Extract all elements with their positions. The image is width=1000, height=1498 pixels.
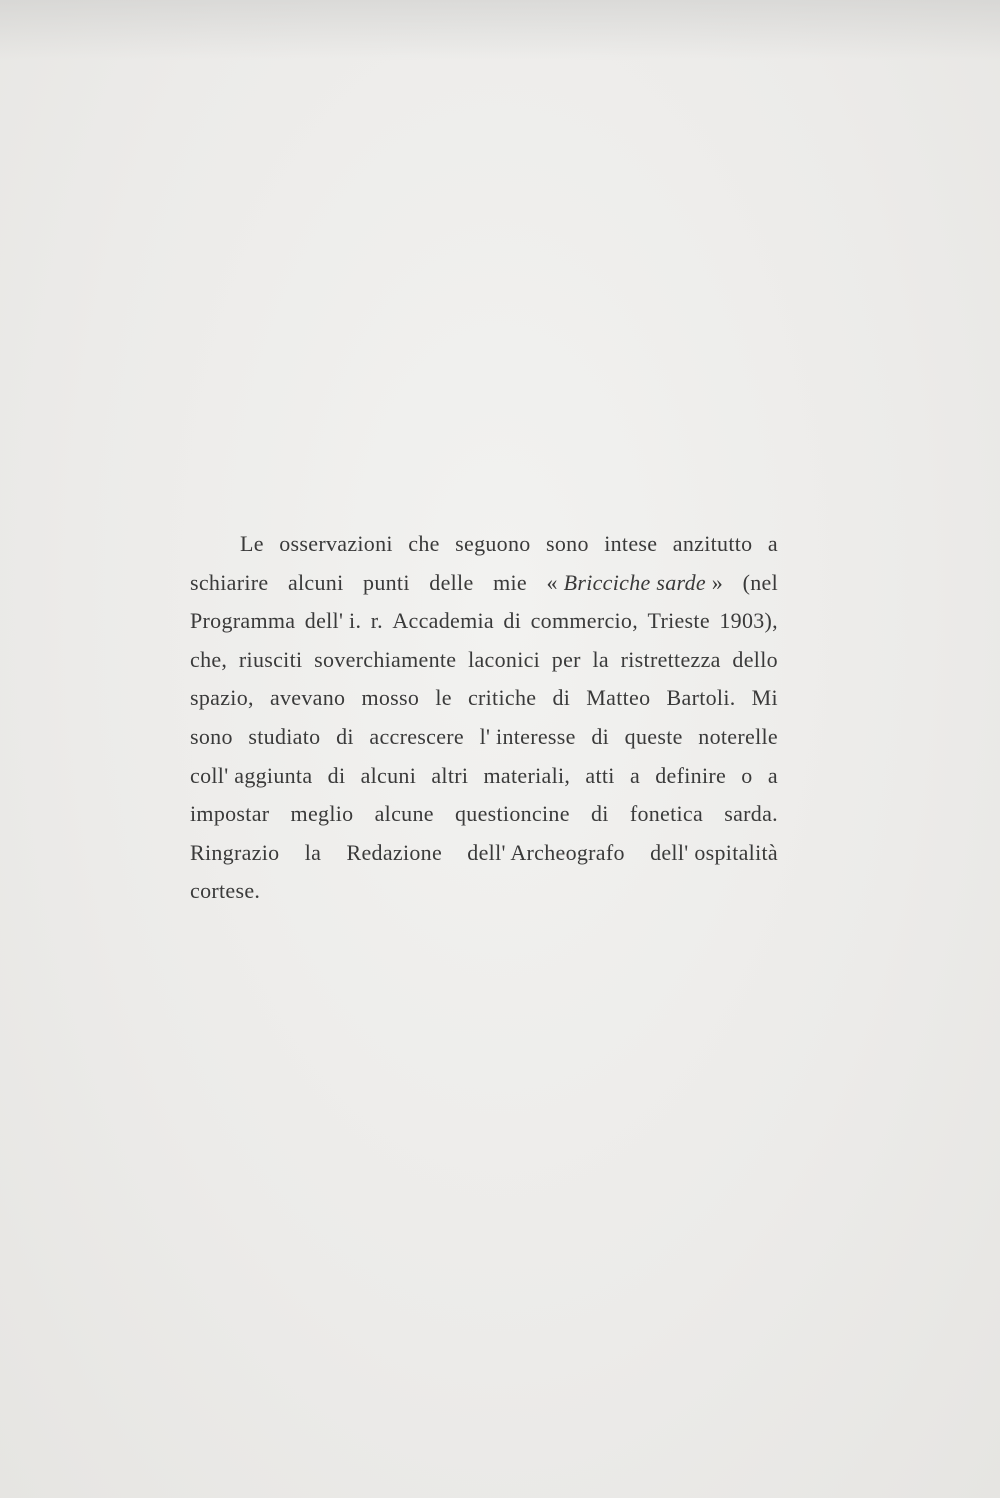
word: che [408, 531, 440, 556]
word: dell' i. [304, 608, 362, 634]
word: sarda. [724, 801, 778, 827]
page-top-shadow [0, 0, 1000, 60]
word: osservazioni [279, 531, 393, 556]
word: la [592, 646, 609, 672]
paragraph [190, 525, 778, 911]
text-line-8 [190, 795, 778, 834]
word: queste [624, 723, 683, 749]
word: a [767, 531, 778, 556]
word: Mi [751, 685, 778, 711]
word: Ringrazio [190, 839, 280, 865]
word: intese [604, 531, 658, 556]
word: cortese. [190, 878, 261, 904]
word: 1903), [719, 608, 778, 634]
text-line-2 [190, 564, 778, 603]
text-line-9 [190, 834, 778, 873]
word: atti [585, 762, 615, 788]
word: soverchiamente [314, 646, 457, 672]
word: dell' Archeografo [467, 839, 625, 865]
word: schiarire [190, 569, 269, 595]
word: Bartoli. [666, 685, 736, 711]
word: delle [429, 569, 474, 595]
word: meglio [290, 801, 354, 827]
word: Programma [190, 608, 296, 634]
word: questioncine [454, 801, 570, 827]
word: altri [431, 762, 469, 788]
word: ristrettezza [620, 646, 721, 672]
word: r. [370, 608, 383, 634]
word: avevano [269, 685, 346, 711]
word: anzitutto [672, 531, 753, 556]
text-line-4 [190, 641, 778, 680]
word: alcune [374, 801, 434, 827]
word: spazio, [190, 685, 254, 711]
word: seguono [455, 531, 531, 556]
word: che, [190, 646, 228, 672]
word: materiali, [483, 762, 571, 788]
word: sono [546, 531, 589, 556]
word: coll' aggiunta [190, 762, 313, 788]
word: accrescere [369, 723, 464, 749]
word: alcuni [287, 569, 344, 595]
text-line-5 [190, 679, 778, 718]
word: noterelle [698, 723, 778, 749]
word: punti [363, 569, 410, 595]
word: Redazione [346, 839, 443, 865]
word: per [551, 646, 581, 672]
word: Trieste [647, 608, 710, 634]
word: sono [190, 723, 233, 749]
word: di [552, 685, 571, 711]
italic-title: Bricciche sarde [563, 569, 706, 595]
text-line-7 [190, 757, 778, 796]
word: di [503, 608, 522, 634]
word: la [304, 839, 322, 865]
word: dell' ospitalità [650, 839, 778, 865]
word: a [629, 762, 641, 788]
word: laconici [468, 646, 541, 672]
word: mie [493, 569, 527, 595]
word: (nel [742, 569, 778, 595]
word: critiche [467, 685, 537, 711]
word: commercio, [530, 608, 639, 634]
close-guillemet: » [711, 569, 724, 595]
word: studiato [248, 723, 321, 749]
word: di [327, 762, 346, 788]
word: di [591, 723, 610, 749]
text-line-1 [190, 525, 778, 564]
word: Le [240, 531, 264, 556]
word: a [767, 762, 778, 788]
word: Accademia [392, 608, 494, 634]
word: o [741, 762, 753, 788]
title-citation [546, 564, 723, 603]
word: alcuni [360, 762, 417, 788]
open-guillemet: « [546, 569, 558, 595]
word: mosso [361, 685, 420, 711]
word: fonetica [629, 801, 704, 827]
word: di [336, 723, 354, 749]
word: dello [732, 646, 778, 672]
text-line-10 [190, 872, 778, 911]
word: definire [655, 762, 727, 788]
word: impostar [190, 801, 270, 827]
word: riusciti [238, 646, 303, 672]
word: Matteo [586, 685, 651, 711]
text-line-6 [190, 718, 778, 757]
word: di [590, 801, 609, 827]
word: l' interesse [479, 723, 576, 749]
word: le [435, 685, 452, 711]
text-line-3 [190, 602, 778, 641]
